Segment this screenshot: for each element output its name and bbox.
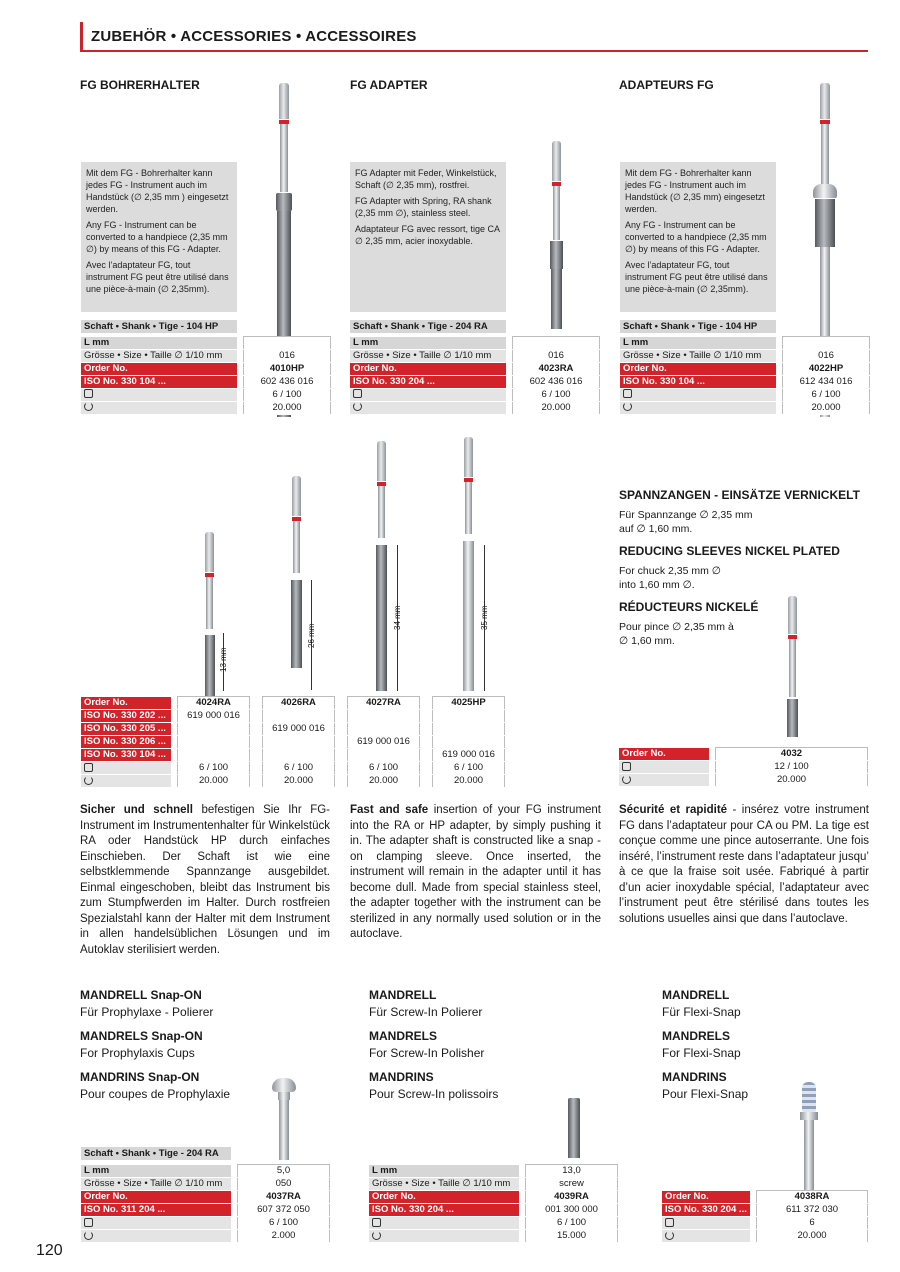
section-title-fg-adapter: FG ADAPTER [350,78,428,92]
cell-size: screw [526,1178,618,1191]
cell-length [513,337,600,350]
row-label-order: Order No. [350,362,506,375]
desc-de: Mit dem FG - Bohrerhalter kann jedes FG - Instrument auch im Handstück (∅ 2,35 mm ) eingesetzt werden. [86,168,229,214]
body-en: insertion of your FG instrument into the RA or HP adapter, by simply pushing it in. The adapter shaft is constructed like a snap - on clamping sleeve. Once inserted, the instrument will remain in the adapter until it has become dull. Made from special stainless steel, the adapter together with the instrument can be sterilized in any normally used solution or in the autoclave. [350,804,602,940]
cell-pack: 12 / 100 [716,761,868,774]
mandrel-subtitle: For Prophylaxis Cups [80,1046,195,1060]
cell-iso [263,710,335,723]
mandrel-heading: MANDRINS Snap-ON [80,1070,200,1084]
cell-size: 016 [244,349,331,362]
cell-iso: 619 000 016 [348,736,420,749]
spec-table-4039ra [369,1164,618,1243]
sleeves-text-line: auf ∅ 1,60 mm. [619,523,693,535]
description-box [620,162,776,312]
cell-iso [433,723,505,736]
body-de: befestigen Sie Ihr FG-Instrument im Instrumentenhalter für Winkelstück RA oder Handstück HP durch einfaches Einschieben. Der Schaft ist wie eine selbstklemmende Spannzange ausgebildet. Einmal eingeschoben, bleibt das Instrument bis zum Stumpfwerden im Halter. Durch rostfreien Spezialstahl kann der Halter mit dem Instrument in allen handelsüblichen Lösungen und im Autoklav sterilisiert werden. [80,804,330,956]
cell-rpm: 15.000 [526,1230,618,1243]
mandrel-heading: MANDRELS [662,1029,730,1043]
mandrel-heading: MANDRINS [369,1070,434,1084]
desc-en: FG Adapter with Spring, RA shank (2,35 mm ∅), stainless steel. [355,196,492,218]
cell-iso: 602 436 016 [513,375,600,388]
dimension-label-34mm: 34 mm [393,605,402,630]
cell-order: 4010HP [244,362,331,375]
sleeves-text-fr [619,620,879,648]
spec-table-4022hp [620,336,870,415]
reducing-sleeves-block [619,488,879,648]
cell-iso: 619 000 016 [263,723,335,736]
body-text-en [350,803,601,943]
spec-table-4032 [619,747,868,787]
cell-iso: 619 000 016 [178,710,250,723]
cell-rpm: 20.000 [433,775,505,788]
row-label-size: Grösse • Size • Taille ∅ 1/10 mm [350,349,506,362]
cell-length [783,337,870,350]
cell-iso: 607 372 050 [238,1204,330,1217]
shank-label: Schaft • Shank • Tige - 204 RA [81,1147,231,1160]
row-label-order: Order No. [662,1191,750,1204]
cell-rpm: 20.000 [757,1230,868,1243]
rpm-icon [372,1231,381,1240]
cell-pack: 6 / 100 [783,388,870,401]
page-number: 120 [36,1242,63,1259]
cell-order: 4037RA [238,1191,330,1204]
row-label-iso: ISO No. 330 204 ... [369,1204,519,1217]
description-box [81,162,237,312]
rpm-icon [623,402,632,411]
row-label-size: Grösse • Size • Taille ∅ 1/10 mm [369,1178,519,1191]
row-label-order: Order No. [619,748,709,761]
cell-iso [348,749,420,762]
cell-rpm: 20.000 [783,401,870,414]
mandrel-subtitle: Pour coupes de Prophylaxie [80,1087,231,1101]
cell-rpm: 20.000 [513,401,600,414]
package-icon [665,1218,674,1227]
cell-order-4027ra: 4027RA [348,697,420,710]
shank-label: Schaft • Shank • Tige - 204 RA [350,320,506,333]
cell-order: 4022HP [783,362,870,375]
cell-length: 5,0 [238,1165,330,1178]
package-icon [353,389,362,398]
desc-en: Any FG - Instrument can be converted to a handpiece (2,35 mm ∅) by means of this FG - Adapter. [625,220,767,254]
cell-pack: 6 / 100 [244,388,331,401]
row-label-order: Order No. [81,362,237,375]
description-box [350,162,506,312]
dimension-label-26mm: 26 mm [307,623,316,648]
body-text-de [80,803,330,958]
row-label-iso: ISO No. 311 204 ... [81,1204,231,1217]
cell-pack: 6 / 100 [263,762,335,775]
mandrel-heading: MANDRINS [662,1070,727,1084]
cell-iso: 612 434 016 [783,375,870,388]
cell-size: 016 [513,349,600,362]
row-label-length: L mm [620,337,776,350]
row-label-order: Order No. [81,1191,231,1204]
mandrel-subtitle: Pour Screw-In polissoirs [369,1087,499,1101]
spec-table-4038ra [662,1190,868,1243]
sleeves-heading-fr: RÉDUCTEURS NICKELÉ [619,600,759,614]
mandrel-heading: MANDRELL [369,988,437,1002]
cell-iso: 602 436 016 [244,375,331,388]
shank-label: Schaft • Shank • Tige - 104 HP [620,320,776,333]
sleeves-text-en [619,564,879,592]
row-label-iso: ISO No. 330 204 ... [662,1204,750,1217]
cell-pack: 6 / 100 [348,762,420,775]
mandrel-subtitle: For Flexi-Snap [662,1046,741,1060]
adapters-table [81,696,505,788]
row-label-length: L mm [81,1165,231,1178]
mandrel-heading: MANDRELS Snap-ON [80,1029,203,1043]
body-bold-fr: Sécurité et rapidité [619,804,728,816]
cell-order-4025hp: 4025HP [433,697,505,710]
page-header-title: ZUBEHÖR • ACCESSORIES • ACCESSOIRES [91,28,417,45]
body-fr: - insérez votre instrument FG dans l’adaptateur pour CA ou PM. La tige est conçue comme une pince autoserrante. Une fois inséré, l’instrument reste dans l’adaptateur jusqu’ à ce que la fraise soit usée. Fabriqué à partir d’un acier inoxydable spécial, l’adaptateur avec l’instrument peut être stérilisé dans toutes les solutions usuelles ainsi que dans l’autoclave. [619,804,869,925]
cell-iso [348,723,420,736]
row-label-order: Order No. [620,362,776,375]
spec-table-4037ra [81,1164,330,1243]
sleeves-text-line: Für Spannzange ∅ 2,35 mm [619,509,753,521]
spec-table-4010hp [81,336,331,415]
sleeves-heading-en: REDUCING SLEEVES NICKEL PLATED [619,544,840,558]
body-text-fr [619,803,869,927]
row-label-iso: ISO No. 330 104 ... [620,375,776,388]
cell-rpm: 20.000 [348,775,420,788]
row-label-size: Grösse • Size • Taille ∅ 1/10 mm [81,1178,231,1191]
row-label-length: L mm [350,337,506,350]
dimension-label-13mm: 13 mm [219,647,228,672]
cell-rpm: 2.000 [238,1230,330,1243]
package-icon [622,762,631,771]
rpm-icon [84,776,93,785]
cell-iso [433,736,505,749]
row-label-length: L mm [369,1165,519,1178]
page-header [80,22,868,52]
cell-pack: 6 / 100 [238,1217,330,1230]
cell-iso: 611 372 030 [757,1204,868,1217]
cell-rpm: 20.000 [244,401,331,414]
mandrel-subtitle: Pour Flexi-Snap [662,1087,749,1101]
dimension-label-35mm: 35 mm [480,605,489,630]
cell-rpm: 20.000 [263,775,335,788]
mandrel-heading: MANDRELS [369,1029,437,1043]
desc-fr: Avec l’adaptateur FG, tout instrument FG peut être utilisé dans une pièce-à-main (∅ 2,35mm). [86,260,229,294]
mandrel-heading: MANDRELL [662,988,730,1002]
cell-pack: 6 / 100 [178,762,250,775]
cell-order: 4023RA [513,362,600,375]
sleeves-text-line: into 1,60 mm ∅. [619,579,695,591]
cell-iso: 619 000 016 [433,749,505,762]
cell-pack: 6 / 100 [433,762,505,775]
mandrel-flexi-snap-block [662,988,882,1101]
spec-table-4023ra [350,336,600,415]
sleeves-text-line: Pour pince ∅ 2,35 mm à [619,621,734,633]
desc-fr: Adaptateur FG avec ressort, tige CA ∅ 2,35 mm, acier inoxydable. [355,224,500,246]
cell-order: 4039RA [526,1191,618,1204]
cell-order-4024ra: 4024RA [178,697,250,710]
row-label-iso-206: ISO No. 330 206 ... [81,736,171,749]
body-bold-en: Fast and safe [350,804,429,816]
cell-size: 050 [238,1178,330,1191]
rpm-icon [622,775,631,784]
body-bold-de: Sicher und schnell [80,804,193,816]
mandrel-subtitle: Für Prophylaxe - Polierer [80,1005,214,1019]
cell-iso [178,723,250,736]
cell-pack: 6 / 100 [526,1217,618,1230]
sleeves-heading-de: SPANNZANGEN - EINSÄTZE VERNICKELT [619,488,860,502]
cell-length: 13,0 [526,1165,618,1178]
mandrel-snap-on-block [80,988,340,1101]
sleeves-text-line: ∅ 1,60 mm. [619,635,675,647]
mandrel-subtitle: Für Flexi-Snap [662,1005,741,1019]
row-label-iso: ISO No. 330 104 ... [81,375,237,388]
sleeves-text-line: For chuck 2,35 mm ∅ [619,565,721,577]
cell-rpm: 20.000 [716,774,868,787]
shank-label: Schaft • Shank • Tige - 104 HP [81,320,237,333]
desc-fr: Avec l’adaptateur FG, tout instrument FG peut être utilisé dans une pièce-à-main (∅ 2,35mm). [625,260,768,294]
section-title-adapteurs-fg: ADAPTEURS FG [619,78,714,92]
row-label-iso: ISO No. 330 204 ... [350,375,506,388]
rpm-icon [84,402,93,411]
cell-pack: 6 / 100 [513,388,600,401]
package-icon [84,389,93,398]
desc-de: Mit dem FG - Bohrerhalter kann jedes FG - Instrument auch im Handstück (∅ 2,35 mm) eingesetzt werden. [625,168,765,214]
cell-iso [178,736,250,749]
row-label-order: Order No. [81,697,171,710]
cell-order: 4032 [716,748,868,761]
row-label-size: Grösse • Size • Taille ∅ 1/10 mm [81,349,237,362]
cell-iso [348,710,420,723]
rpm-icon [353,402,362,411]
cell-order: 4038RA [757,1191,868,1204]
cell-iso [263,736,335,749]
row-label-iso-104: ISO No. 330 104 ... [81,749,171,762]
cell-iso [178,749,250,762]
desc-de: FG Adapter mit Feder, Winkelstück, Schaft (∅ 2,35 mm), rostfrei. [355,168,497,190]
sleeves-text-de [619,508,879,536]
mandrel-heading: MANDRELL Snap-ON [80,988,202,1002]
cell-pack: 6 [757,1217,868,1230]
mandrel-screw-in-block [369,988,629,1101]
package-icon [372,1218,381,1227]
cell-iso [433,710,505,723]
cell-rpm: 20.000 [178,775,250,788]
row-label-iso-205: ISO No. 330 205 ... [81,723,171,736]
package-icon [84,1218,93,1227]
mandrel-subtitle: Für Screw-In Polierer [369,1005,483,1019]
cell-iso: 001 300 000 [526,1204,618,1217]
rpm-icon [84,1231,93,1240]
row-label-length: L mm [81,337,237,350]
mandrel-subtitle: For Screw-In Polisher [369,1046,485,1060]
cell-iso [263,749,335,762]
cell-size: 016 [783,349,870,362]
desc-en: Any FG - Instrument can be converted to a handpiece (2,35 mm ∅) by means of this FG - Adapter. [86,220,228,254]
cell-order-4026ra: 4026RA [263,697,335,710]
row-label-iso-202: ISO No. 330 202 ... [81,710,171,723]
cell-length [244,337,331,350]
row-label-order: Order No. [369,1191,519,1204]
package-icon [84,763,93,772]
rpm-icon [665,1231,674,1240]
section-title-fg-bohrerhalter: FG BOHRERHALTER [80,78,200,92]
row-label-size: Grösse • Size • Taille ∅ 1/10 mm [620,349,776,362]
package-icon [623,389,632,398]
